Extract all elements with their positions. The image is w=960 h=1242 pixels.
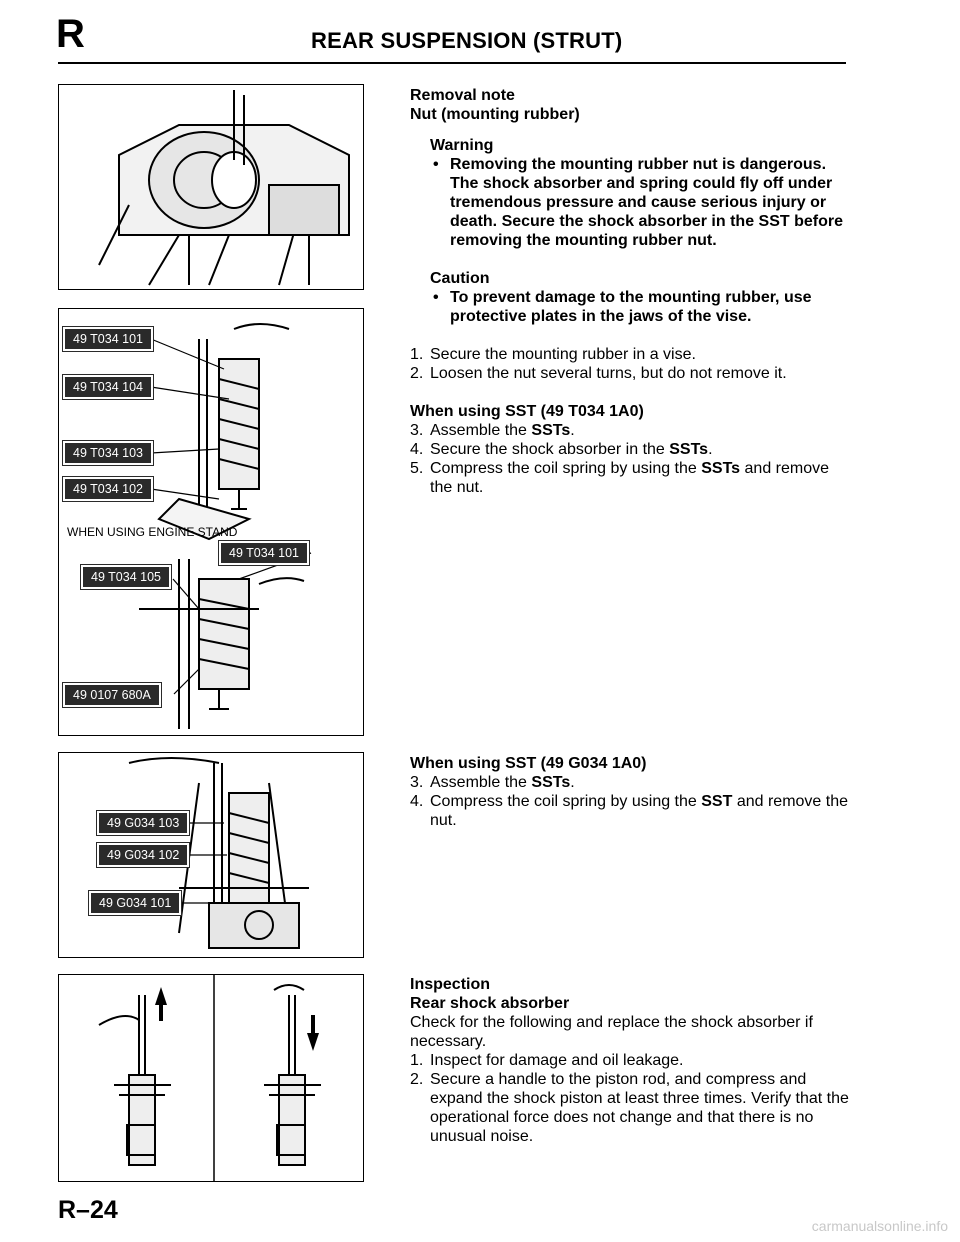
caution-label: Caution — [430, 270, 490, 287]
inspection-intro: Check for the following and replace the shock absorber if necessary. — [410, 1014, 813, 1050]
figure-sst-g034 — [58, 752, 364, 958]
removal-subheading: Nut (mounting rubber) — [410, 106, 580, 123]
inspection-heading: Inspection — [410, 976, 491, 993]
warning-label: Warning — [430, 137, 494, 154]
sst-g034-heading: When using SST (49 G034 1A0) — [410, 755, 647, 772]
removal-step: 1. Secure the mounting rubber in a vise. — [410, 346, 696, 363]
inspection-subheading: Rear shock absorber — [410, 995, 570, 1012]
sst-t034-illustration — [59, 309, 364, 736]
sst-g034-step: 3. Assemble the SSTs. — [410, 774, 575, 791]
callout-49-g034-102: 49 G034 102 — [97, 843, 189, 867]
sst-t034-heading: When using SST (49 T034 1A0) — [410, 403, 644, 420]
header-rule — [58, 62, 846, 64]
engine-stand-label: WHEN USING ENGINE STAND — [67, 525, 238, 539]
callout-49-0107-680a: 49 0107 680A — [63, 683, 161, 707]
figure-sst-t034 — [58, 308, 364, 736]
caution-text: To prevent damage to the mounting rubber, use protective plates in the jaws of the vise. — [450, 289, 812, 325]
sst-g034-section — [410, 754, 850, 830]
removal-step: 2. Loosen the nut several turns, but do not remove it. — [410, 365, 787, 382]
warning-item: • Removing the mounting rubber nut is dangerous. The shock absorber and spring could fly off under tremendous pressure and cause serious injury or death. Secure the shock absorber in the SST before removing the mounting rubber nut. — [433, 156, 843, 249]
warning-text: Removing the mounting rubber nut is dangerous. The shock absorber and spring could fly off under tremendous pressure and cause serious injury or death. Secure the shock absorber in the SST before removing the mounting rubber nut. — [450, 156, 843, 249]
page-number: R–24 — [58, 1196, 118, 1224]
sst-t034-step: 3. Assemble the SSTs. — [410, 422, 575, 439]
callout-49-t034-104: 49 T034 104 — [63, 375, 153, 399]
callout-49-t034-105: 49 T034 105 — [81, 565, 171, 589]
section-letter: R — [56, 12, 85, 56]
caution-item: • To prevent damage to the mounting rubber, use protective plates in the jaws of the vise. — [433, 289, 812, 325]
removal-heading: Removal note — [410, 87, 515, 104]
watermark: carmanualsonline.info — [811, 1218, 948, 1234]
callout-49-g034-101: 49 G034 101 — [89, 891, 181, 915]
callout-49-t034-101: 49 T034 101 — [63, 327, 153, 351]
inspection-step: 1. Inspect for damage and oil leakage. — [410, 1052, 684, 1069]
sst-g034-step: 4. Compress the coil spring by using the SST and remove the nut. — [410, 793, 848, 829]
sst-t034-step: 5. Compress the coil spring by using the SSTs and remove the nut. — [410, 460, 830, 496]
removal-section — [410, 86, 850, 497]
page-title: REAR SUSPENSION (STRUT) — [311, 28, 623, 53]
sst-t034-step: 4. Secure the shock absorber in the SSTs. — [410, 441, 713, 458]
callout-49-g034-103: 49 G034 103 — [97, 811, 189, 835]
inspection-step: 2. Secure a handle to the piston rod, and compress and expand the shock piston at least three times. Verify that the operational force does not change and that there is no unusual noise. — [410, 1071, 849, 1145]
callout-49-t034-102: 49 T034 102 — [63, 477, 153, 501]
vise-illustration — [59, 85, 364, 290]
figure-shock-test — [58, 974, 364, 1182]
inspection-section — [410, 975, 850, 1146]
shock-test-illustration — [59, 975, 364, 1182]
figure-vise — [58, 84, 364, 290]
callout-engine-49-t034-101: 49 T034 101 — [219, 541, 309, 565]
callout-49-t034-103: 49 T034 103 — [63, 441, 153, 465]
